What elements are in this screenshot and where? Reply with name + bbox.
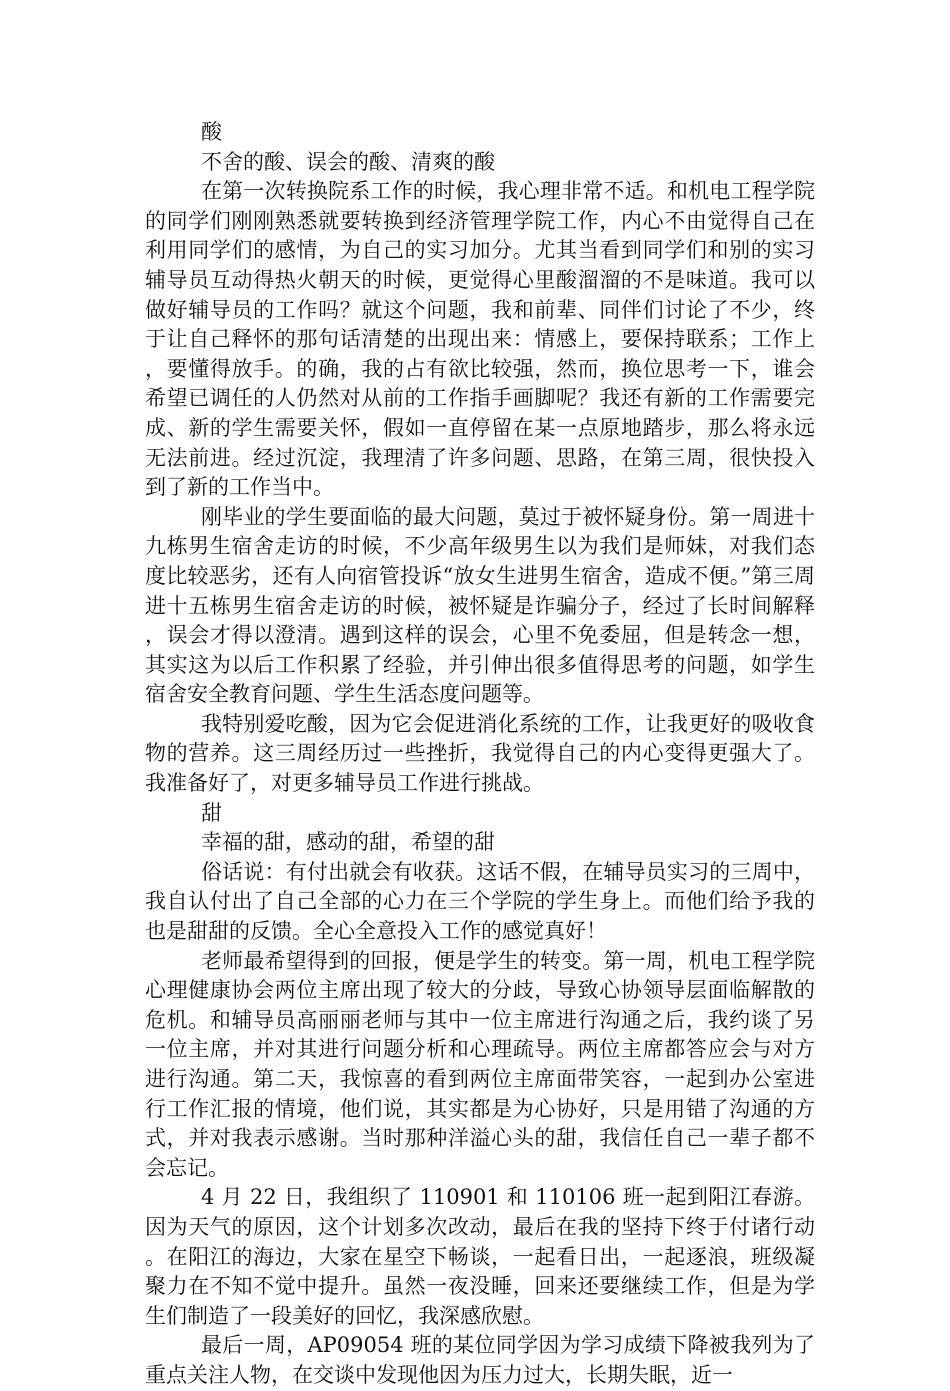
section-subtitle-sour: 不舍的酸、误会的酸、清爽的酸 <box>201 149 495 174</box>
paragraph: 在第一次转换院系工作的时候，我心理非常不适。和机电工程学院的同学们刚刚熟悉就要转换到经济管理学院工作，内心不由觉得自己在利用同学们的感情，为自己的实习加分。尤其当看到同学们和别的实习辅导员互动得热火朝天的时候，更觉得心里酸溜溜的不是味道。我可以做好辅导员的工作吗？就这个问题，我和前辈、同伴们讨论了不少，终于让自己释怀的那句话清楚的出现出来：情感上，要保持联系；工作上，要懂得放手。的确，我的占有欲比较强，然而，换位思考一下，谁会希望已调任的人仍然对从前的工作指手画脚呢？我还有新的工作需要完成、新的学生需要关怀，假如一直停留在某一点原地踏步，那么将永远无法前进。经过沉淀，我理清了许多问题、思路，在第三周，很快投入到了新的工作当中。 <box>145 179 815 500</box>
document-body <box>145 118 815 1391</box>
paragraph: 刚毕业的学生要面临的最大问题，莫过于被怀疑身份。第一周进十九栋男生宿舍走访的时候，不少高年级男生以为我们是师妹，对我们态度比较恶劣，还有人向宿管投诉“放女生进男生宿舍，造成不便。”第三周进十五栋男生宿舍走访的时候，被怀疑是诈骗分子，经过了长时间解释，误会才得以澄清。遇到这样的误会，心里不免委屈，但是转念一想，其实这为以后工作积累了经验，并引伸出很多值得思考的问题，如学生宿舍安全教育问题、学生生活态度问题等。 <box>145 504 815 707</box>
section-title-sour: 酸 <box>201 120 222 144</box>
paragraph: 最后一周，AP09054 班的某位同学因为学习成绩下降被我列为了重点关注人物，在交谈中发现他因为压力过大，长期失眠，近一 <box>145 1333 815 1387</box>
paragraph: 我特别爱吃酸，因为它会促进消化系统的工作，让我更好的吸收食物的营养。这三周经历过一些挫折，我觉得自己的内心变得更强大了。我准备好了，对更多辅导员工作进行挑战。 <box>145 711 815 796</box>
section-title-sweet: 甜 <box>201 800 222 825</box>
section-subtitle-sweet: 幸福的甜，感动的甜，希望的甜 <box>201 830 495 855</box>
paragraph: 4 月 22 日，我组织了 110901 和 110106 班一起到阳江春游。因为天气的原因，这个计划多次改动，最后在我的坚持下终于付诸行动。在阳江的海边，大家在星空下畅谈，一起看日出，一起逐浪，班级凝聚力在不知不觉中提升。虽然一夜没睡，回来还要继续工作，但是为学生们制造了一段美好的回忆，我深感欣慰。 <box>145 1185 815 1328</box>
paragraph: 俗话说：有付出就会有收获。这话不假，在辅导员实习的三周中，我自认付出了自己全部的心力在三个学院的学生身上。而他们给予我的也是甜甜的反馈。全心全意投入工作的感觉真好！ <box>145 859 815 944</box>
paragraph: 老师最希望得到的回报，便是学生的转变。第一周，机电工程学院心理健康协会两位主席出现了较大的分歧，导致心协领导层面临解散的危机。和辅导员高丽丽老师与其中一位主席进行沟通之后，我约谈了另一位主席，并对其进行问题分析和心理疏导。两位主席都答应会与对方进行沟通。第二天，我惊喜的看到两位主席面带笑容，一起到办公室进行工作汇报的情境，他们说，其实都是为心协好，只是用错了沟通的方式，并对我表示感谢。当时那种洋溢心头的甜，我信任自己一辈子都不会忘记。 <box>145 948 815 1180</box>
